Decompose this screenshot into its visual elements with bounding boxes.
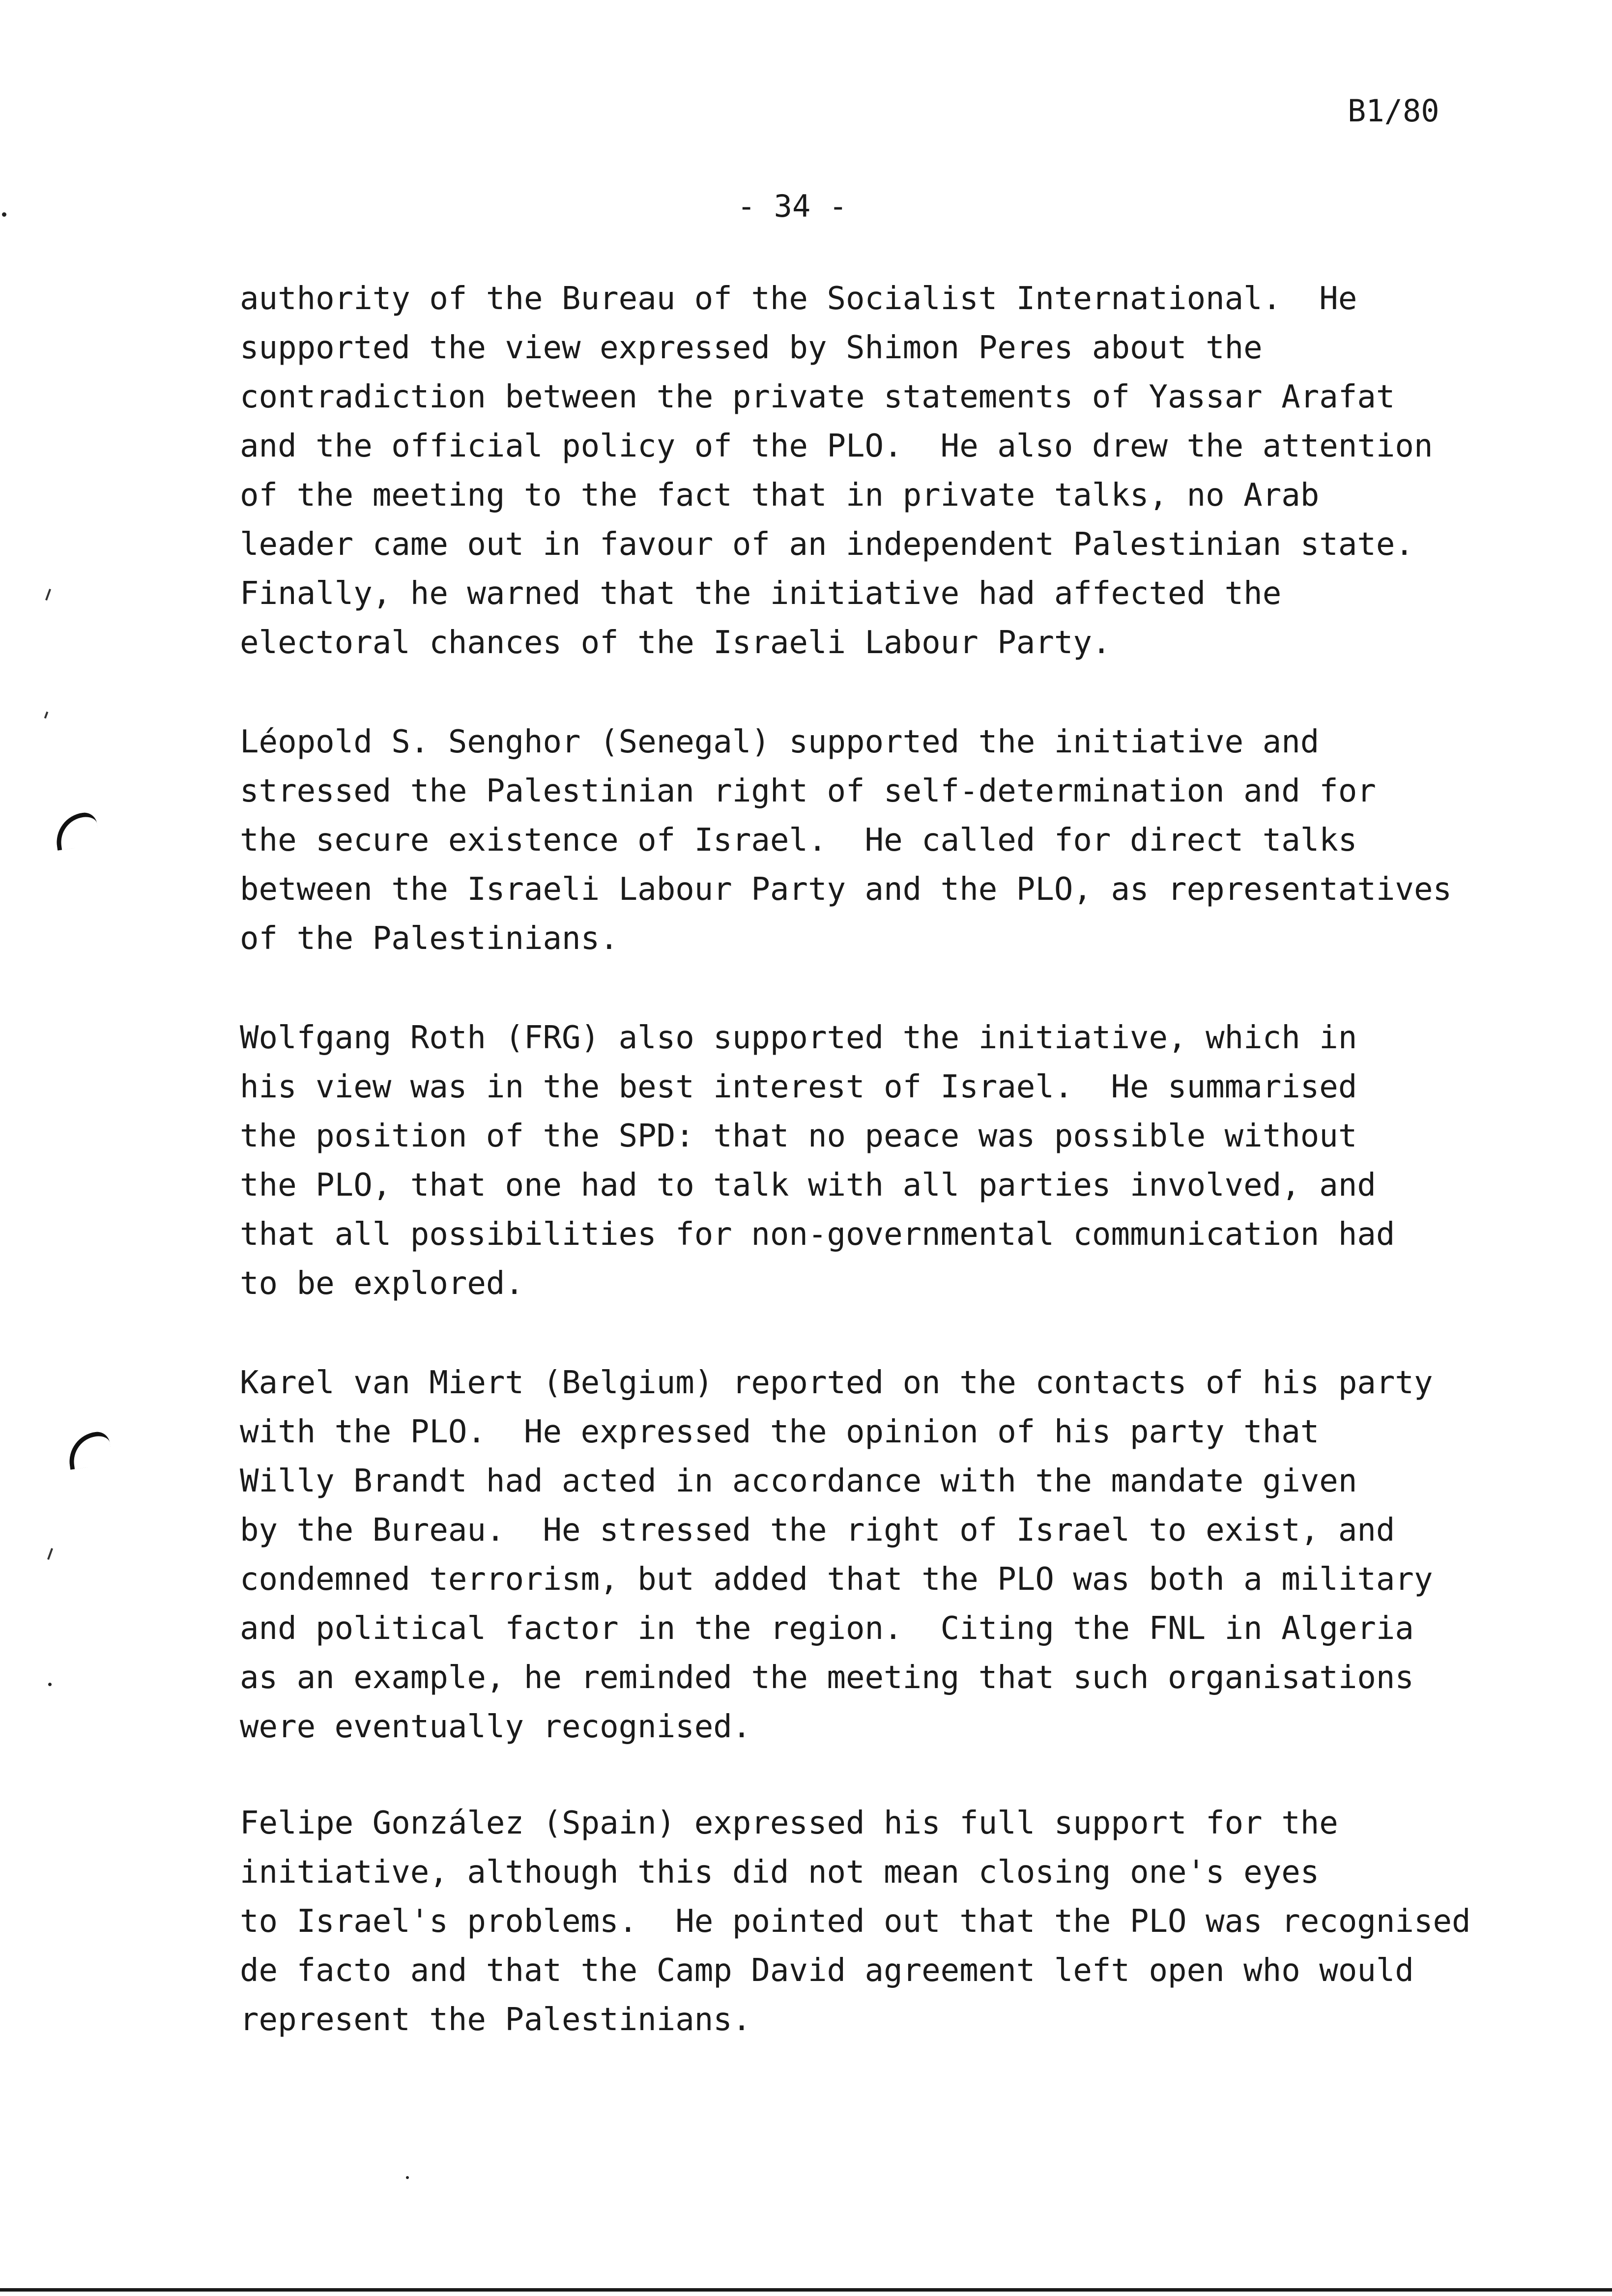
text-line: initiative, although this did not mean closing one's eyes <box>240 1854 1320 1891</box>
text-line: electoral chances of the Israeli Labour Party. <box>240 625 1111 661</box>
text-line: the secure existence of Israel. He called for direct talks <box>240 822 1357 859</box>
text-line: stressed the Palestinian right of self-determination and for <box>240 773 1376 809</box>
scan-speck <box>406 2176 409 2179</box>
scan-speck <box>45 589 51 601</box>
text-line: to be explored. <box>240 1265 524 1302</box>
text-line: to Israel's problems. He pointed out that the PLO was recognised <box>240 1903 1471 1940</box>
text-line: were eventually recognised. <box>240 1709 751 1745</box>
text-line: the position of the SPD: that no peace was possible without <box>240 1118 1357 1154</box>
text-line: represent the Palestinians. <box>240 2002 751 2038</box>
binder-hole-mark <box>53 811 100 850</box>
text-line: leader came out in favour of an independent Palestinian state. <box>240 526 1414 563</box>
text-line: as an example, he reminded the meeting that such organisations <box>240 1660 1414 1696</box>
paragraph-5 <box>240 1799 1471 2044</box>
scan-speck <box>48 1683 52 1686</box>
paragraph-3 <box>240 1013 1395 1308</box>
text-line: the PLO, that one had to talk with all parties involved, and <box>240 1167 1376 1204</box>
page-number: - 34 - <box>737 188 847 224</box>
scan-speck <box>2 212 6 217</box>
scan-speck <box>44 712 49 719</box>
page-bottom-edge <box>0 2288 1612 2292</box>
scan-speck <box>47 1548 53 1560</box>
text-line: of the Palestinians. <box>240 920 619 957</box>
paragraph-1 <box>240 274 1433 667</box>
text-line: contradiction between the private statements of Yassar Arafat <box>240 379 1395 415</box>
text-line: Karel van Miert (Belgium) reported on the contacts of his party <box>240 1365 1433 1401</box>
text-line: Wolfgang Roth (FRG) also supported the initiative, which in <box>240 1020 1357 1056</box>
paragraph-4 <box>240 1358 1433 1751</box>
text-line: Willy Brandt had acted in accordance with the mandate given <box>240 1463 1357 1499</box>
text-line: of the meeting to the fact that in private talks, no Arab <box>240 477 1320 514</box>
text-line: that all possibilities for non-governmental communication had <box>240 1216 1395 1253</box>
text-line: his view was in the best interest of Israel. He summarised <box>240 1069 1357 1105</box>
text-line: authority of the Bureau of the Socialist International. He <box>240 281 1357 317</box>
text-line: with the PLO. He expressed the opinion of his party that <box>240 1414 1320 1450</box>
text-line: de facto and that the Camp David agreement left open who would <box>240 1952 1414 1989</box>
text-line: between the Israeli Labour Party and the PLO, as representatives <box>240 871 1452 908</box>
text-line: by the Bureau. He stressed the right of Israel to exist, and <box>240 1512 1395 1549</box>
text-line: and the official policy of the PLO. He also drew the attention <box>240 428 1433 464</box>
text-line: Felipe González (Spain) expressed his full support for the <box>240 1805 1338 1841</box>
text-line: and political factor in the region. Citing the FNL in Algeria <box>240 1610 1414 1647</box>
text-line: Léopold S. Senghor (Senegal) supported the initiative and <box>240 724 1320 760</box>
document-reference: B1/80 <box>1348 93 1439 129</box>
text-line: supported the view expressed by Shimon Peres about the <box>240 330 1263 366</box>
binder-hole-mark <box>66 1430 113 1469</box>
text-line: condemned terrorism, but added that the PLO was both a military <box>240 1561 1433 1598</box>
paragraph-2 <box>240 718 1452 963</box>
text-line: Finally, he warned that the initiative had affected the <box>240 575 1282 612</box>
